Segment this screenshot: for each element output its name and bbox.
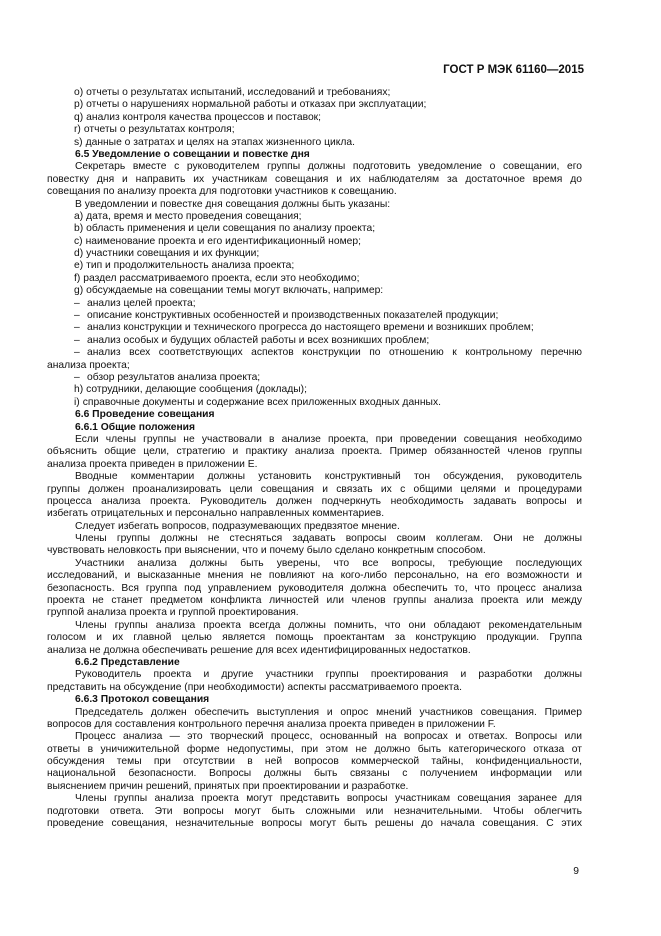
paragraph-line: [47, 570, 582, 582]
paragraph-line: [47, 199, 582, 211]
paragraph-line: [47, 446, 582, 458]
paragraph-line: [47, 496, 582, 508]
list-item: [47, 248, 582, 260]
paragraph-text: группой анализа проекта и группой проектирования.: [47, 607, 299, 619]
paragraph-text: Вводные комментарии должны установить конструктивный тон обсуждения, руководитель: [75, 471, 582, 483]
paragraph-text: Процесс анализа — это творческий процесс, основанный на вопросах и ответах. Вопросы или: [75, 731, 582, 743]
dash-bullet: –: [74, 334, 80, 346]
paragraph-line: [47, 719, 582, 731]
paragraph-line: [47, 558, 582, 570]
paragraph-text: В уведомлении и повестке дня совещания должны быть указаны:: [75, 198, 391, 210]
paragraph-text: объяснить общие цели, стратегию и практику анализа проекта. Пример обязанностей членов группы: [47, 446, 582, 458]
list-item-label: e): [74, 260, 84, 272]
paragraph-text: ответы в уничижительной форме недопустимы, при этом не должно быть категорического отказа от: [47, 743, 582, 755]
paragraph-text: проекта не станет предметом конфликта личностей или членов группы анализа проекта или между: [47, 595, 582, 607]
paragraph-line: [47, 707, 582, 719]
paragraph-line: [47, 781, 582, 793]
dash-bullet: –: [74, 371, 80, 383]
paragraph-text: Руководитель проекта и другие участники группы проектирования и разработки должны: [75, 669, 582, 681]
list-item-text: описание конструктивных особенностей и производственных показателей продукции;: [87, 310, 499, 322]
list-item-text: отчеты о результатах испытаний, исследований и требованиях;: [86, 87, 391, 98]
paragraph-text: представить на обсуждение (при необходимости) аспекты рассматриваемого проекта.: [47, 681, 462, 693]
paragraph-line: [47, 471, 582, 483]
list-item-label: d): [74, 248, 84, 260]
paragraph-line: [47, 186, 582, 198]
dash-bullet: –: [74, 310, 80, 322]
list-item-text: справочные документы и содержание всех приложенных входных данных.: [82, 396, 441, 408]
paragraph-text: подготовки ответа. Эти вопросы могут быть сложными или незначительными. Чтобы облегчить: [47, 805, 582, 817]
paragraph-line: [47, 806, 582, 818]
paragraph-line: [47, 161, 582, 173]
paragraph-text: анализа проекта;: [47, 359, 130, 371]
paragraph-line: [47, 793, 582, 805]
list-item-label: f): [74, 272, 81, 284]
section-heading: [47, 422, 582, 434]
paragraph-text: обсуждения темы при отсутствии в ней вопросов коммерческой тайны, конфиденциальности,: [47, 756, 582, 768]
paragraph-line: [47, 360, 582, 372]
list-item-text: анализ всех соответствующих аспектов конструкции по отношению к контрольному перечню: [87, 347, 582, 359]
dash-list-item: [47, 298, 582, 310]
list-item-text: отчеты о нарушениях нормальной работы и отказах при эксплуатации;: [86, 99, 427, 111]
list-item-text: анализ контроля качества процессов и поставок;: [86, 111, 322, 123]
paragraph-line: [47, 484, 582, 496]
paragraph-line: [47, 818, 582, 830]
list-item-text: обзор результатов анализа проекта;: [87, 371, 261, 383]
paragraph-text: Члены группы анализа проекта всегда должны помнить, что они обладают рекомендательным: [75, 619, 582, 631]
list-item-label: i): [74, 396, 80, 408]
paragraph-text: совещания по анализу проекта для подготовки участников к совещанию.: [47, 186, 397, 198]
list-item-text: дата, время и место проведения совещания;: [86, 210, 302, 222]
paragraph-text: Следует избегать вопросов, подразумевающих предвзятое мнение.: [75, 520, 400, 532]
dash-list-item: [47, 310, 582, 322]
paragraph-text: безопасность. Вся группа под управлением руководителя должна обеспечить то, что процесс анализа: [47, 582, 582, 594]
list-item: [47, 236, 582, 248]
paragraph-text: исследований, и высказанные мнения не повлияют на кого-либо персонально, на его возможности и: [47, 570, 582, 582]
section-heading-text: 6.6 Проведение совещания: [75, 409, 215, 421]
list-item: [47, 273, 582, 285]
section-heading: [47, 657, 582, 669]
list-item-label: a): [74, 210, 84, 222]
section-heading: [47, 409, 582, 421]
paragraph-line: [47, 533, 582, 545]
paragraph-text: чувствовать неловкость при выяснении, что и почему было сделано конкретным способом.: [47, 545, 486, 557]
paragraph-text: выяснением причин решений, принятых при проектировании и разработке.: [47, 780, 409, 792]
paragraph-line: [47, 607, 582, 619]
paragraph-line: [47, 768, 582, 780]
paragraph-text: группы должен проанализировать цели совещания и связать их с общими целями и процедурами: [47, 483, 582, 495]
list-item: [47, 137, 582, 149]
paragraph-line: [47, 632, 582, 644]
dash-bullet: –: [74, 322, 80, 334]
paragraph-line: [47, 756, 582, 768]
list-item: [47, 87, 582, 99]
paragraph-text: анализа не должна обеспечивать решение для всех идентифицированных недостатков.: [47, 644, 471, 656]
list-item-text: наименование проекта и его идентификационный номер;: [85, 235, 361, 247]
list-item-label: g): [74, 285, 84, 297]
paragraph-text: вопросов для составления контрольного перечня анализа проекта приведен в приложении F.: [47, 718, 496, 730]
paragraph-line: [47, 731, 582, 743]
list-item: [47, 99, 582, 111]
list-item-text: тип и продолжительность анализа проекта;: [86, 260, 295, 272]
document-header: ГОСТ Р МЭК 61160—2015: [443, 64, 584, 76]
paragraph-line: [47, 459, 582, 471]
paragraph-text: избегать отрицательных и персонально направленных комментариев.: [47, 508, 385, 520]
list-item-text: раздел рассматриваемого проекта, если это необходимо;: [83, 272, 360, 284]
section-heading: [47, 694, 582, 706]
dash-bullet: –: [74, 297, 80, 309]
paragraph-text: голосом и их главной целью является помощь проектантам за конструкцию продукции. Группа: [47, 632, 582, 644]
paragraph-line: [47, 174, 582, 186]
section-heading-text: 6.5 Уведомление о совещании и повестке дня: [75, 148, 310, 160]
dash-list-item: [47, 335, 582, 347]
list-item: [47, 211, 582, 223]
list-item-label: p): [74, 99, 84, 111]
dash-bullet: –: [74, 347, 80, 359]
paragraph-text: Члены группы должны не стесняться задавать вопросы своим коллегам. Они не должны: [75, 533, 582, 545]
dash-list-item: [47, 347, 582, 359]
list-item-text: обсуждаемые на совещании темы могут включать, например:: [86, 285, 384, 297]
list-item-label: h): [74, 384, 84, 396]
paragraph-line: [47, 583, 582, 595]
list-item-label: s): [74, 136, 83, 148]
list-item: [47, 260, 582, 272]
list-item-label: r): [74, 124, 81, 136]
list-item-label: c): [74, 235, 83, 247]
paragraph-line: [47, 595, 582, 607]
paragraph-text: анализа проекта приведен в приложении Е.: [47, 458, 258, 470]
list-item-text: участники совещания и их функции;: [86, 248, 260, 260]
dash-list-item: [47, 372, 582, 384]
dash-list-item: [47, 322, 582, 334]
list-item: [47, 397, 582, 409]
paragraph-text: проведение совещания, незначительные вопросы могут быть решены до начала совещания. С этих: [47, 818, 582, 830]
section-heading-text: 6.6.2 Представление: [75, 656, 180, 668]
paragraph-line: [47, 669, 582, 681]
list-item: [47, 124, 582, 136]
document-body: [47, 87, 582, 830]
list-item: [47, 112, 582, 124]
paragraph-text: Если члены группы не участвовали в анализе проекта, при проведении совещания необходимо: [75, 433, 582, 445]
paragraph-line: [47, 682, 582, 694]
list-item: [47, 384, 582, 396]
paragraph-line: [47, 508, 582, 520]
paragraph-text: национальной безопасности. Вопросы должны быть связаны с получением информации или: [47, 768, 582, 780]
paragraph-text: процесса анализа проекта. Руководитель должен подчеркнуть необходимость задавать вопросы и: [47, 495, 582, 507]
list-item: [47, 285, 582, 297]
list-item-text: анализ целей проекта;: [87, 297, 196, 309]
paragraph-line: [47, 645, 582, 657]
list-item-text: сотрудники, делающие сообщения (доклады);: [86, 384, 307, 396]
paragraph-text: повестку дня и направить их участникам совещания и их наблюдателям за достаточное время до: [47, 173, 582, 185]
list-item-label: b): [74, 223, 84, 235]
paragraph-text: Участники анализа должны быть уверены, что все вопросы, требующие последующих: [75, 557, 582, 569]
paragraph-line: [47, 744, 582, 756]
section-heading-text: 6.6.3 Протокол совещания: [75, 694, 210, 706]
paragraph-text: Секретарь вместе с руководителем группы должны подготовить уведомление о совещании, его: [75, 161, 582, 173]
list-item: [47, 223, 582, 235]
section-heading-text: 6.6.1 Общие положения: [75, 421, 195, 433]
list-item-text: анализ особых и будущих областей работы и всех возникших проблем;: [87, 334, 430, 346]
paragraph-line: [47, 434, 582, 446]
list-item-text: область применения и цели совещания по анализу проекта;: [86, 223, 376, 235]
list-item-text: анализ конструкции и технического прогресса до настоящего времени и возникших проблем;: [87, 322, 534, 334]
paragraph-line: [47, 545, 582, 557]
paragraph-text: Члены группы анализа проекта могут представить вопросы участникам совещания заранее для: [75, 793, 582, 805]
section-heading: [47, 149, 582, 161]
paragraph-line: [47, 521, 582, 533]
paragraph-line: [47, 620, 582, 632]
list-item-text: отчеты о результатах контроля;: [83, 124, 235, 136]
paragraph-text: Председатель должен обеспечить выступления и опрос мнений участников совещания. Пример: [75, 706, 582, 718]
list-item-label: o): [74, 87, 84, 98]
page-number: 9: [573, 866, 579, 877]
list-item-text: данные о затратах и целях на этапах жизненного цикла.: [85, 136, 355, 148]
list-item-label: q): [74, 111, 84, 123]
